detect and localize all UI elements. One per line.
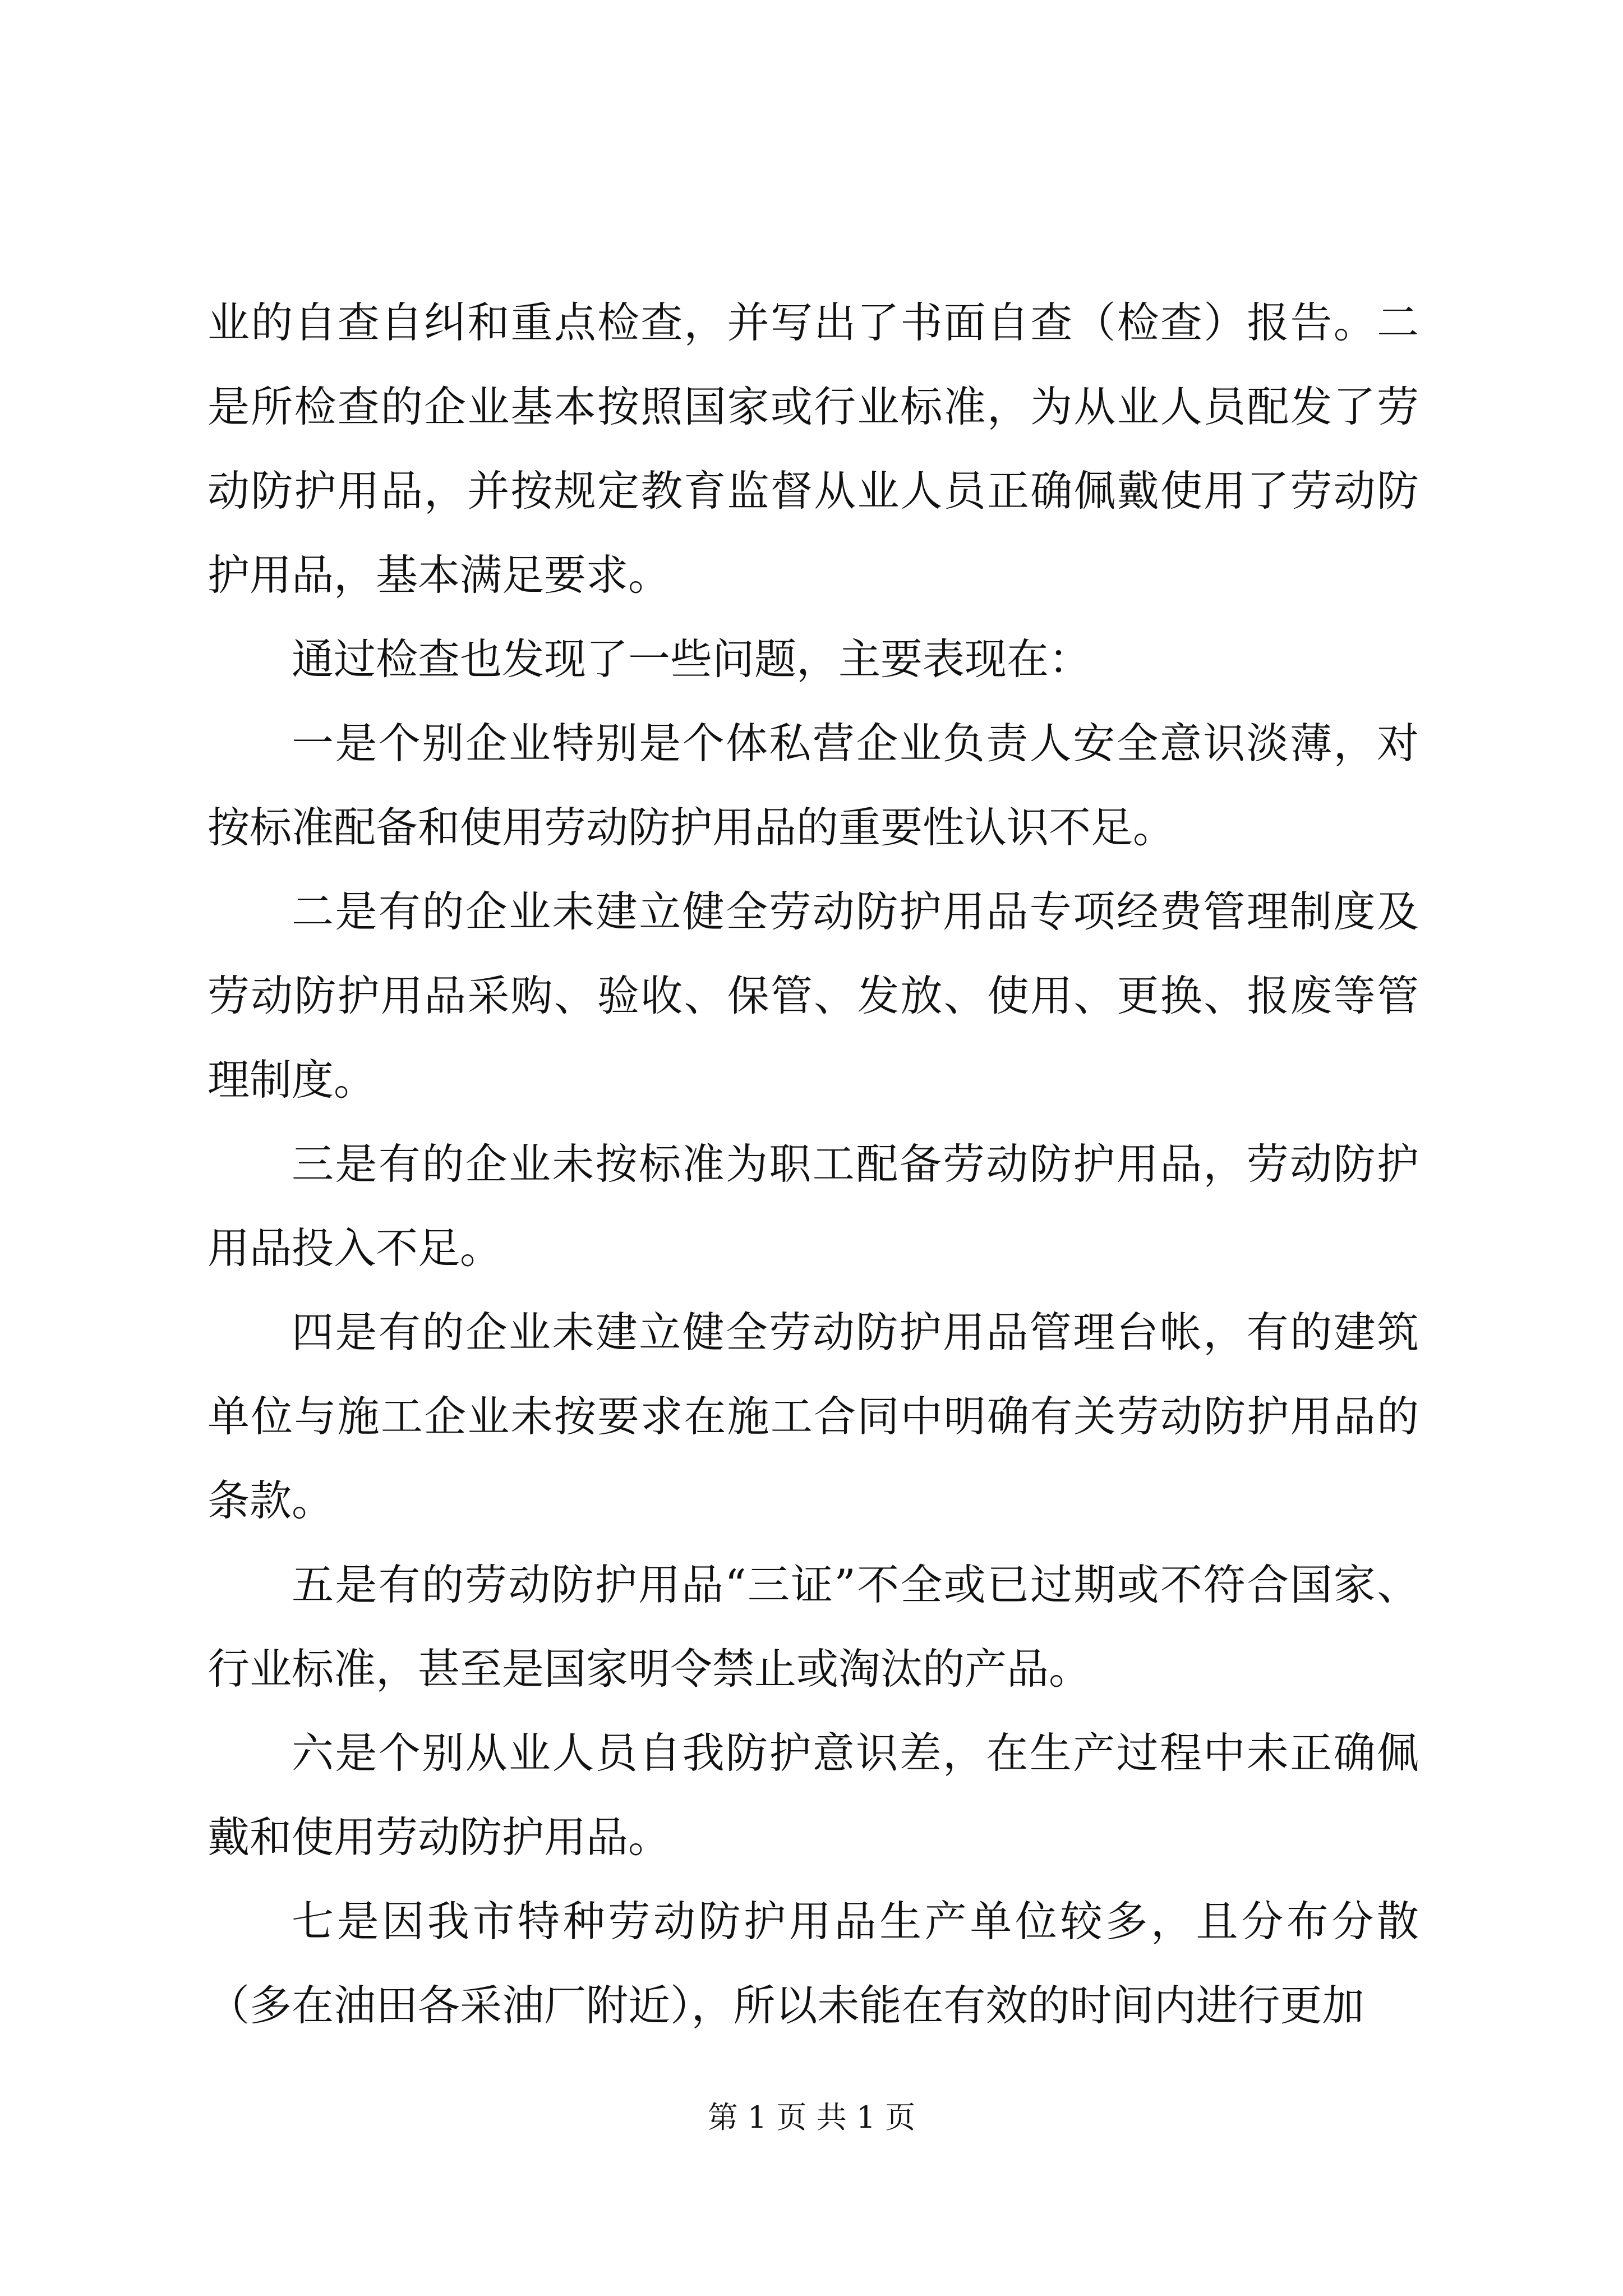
paragraph-1: 业的自查自纠和重点检查，并写出了书面自查（检查）报告。二是所检查的企业基本按照国家或行业标准，为从业人员配发了劳动防护用品，并按规定教育监督从业人员正确佩戴使用了劳动防护用品，基本满足要求。 [208, 298, 1419, 600]
paragraph-3: 一是个别企业特别是个体私营企业负责人安全意识淡薄，对按标准配备和使用劳动防护用品的重要性认识不足。 [208, 719, 1419, 852]
paragraph-8: 六是个别从业人员自我防护意识差，在生产过程中未正确佩戴和使用劳动防护用品。 [208, 1728, 1419, 1862]
paragraph-4: 二是有的企业未建立健全劳动防护用品专项经费管理制度及劳动防护用品采购、验收、保管、发放、使用、更换、报废等管理制度。 [208, 887, 1419, 1105]
paragraph-5: 三是有的企业未按标准为职工配备劳动防护用品，劳动防护用品投入不足。 [208, 1139, 1419, 1273]
document-body [208, 280, 1419, 2047]
paragraph-6: 四是有的企业未建立健全劳动防护用品管理台帐，有的建筑单位与施工企业未按要求在施工合同中明确有关劳动防护用品的条款。 [208, 1308, 1419, 1525]
page-number-label: 第 1 页 共 1 页 [707, 2100, 916, 2135]
paragraph-7: 五是有的劳动防护用品“三证”不全或已过期或不符合国家、行业标准，甚至是国家明令禁止或淘汰的产品。 [208, 1560, 1419, 1694]
paragraph-9: 七是因我市特种劳动防护用品生产单位较多，且分布分散（多在油田各采油厂附近），所以未能在有效的时间内进行更加 [208, 1897, 1419, 2030]
paragraph-2: 通过检查也发现了一些问题，主要表现在： [292, 634, 1091, 684]
page-footer [0, 2095, 1623, 2140]
